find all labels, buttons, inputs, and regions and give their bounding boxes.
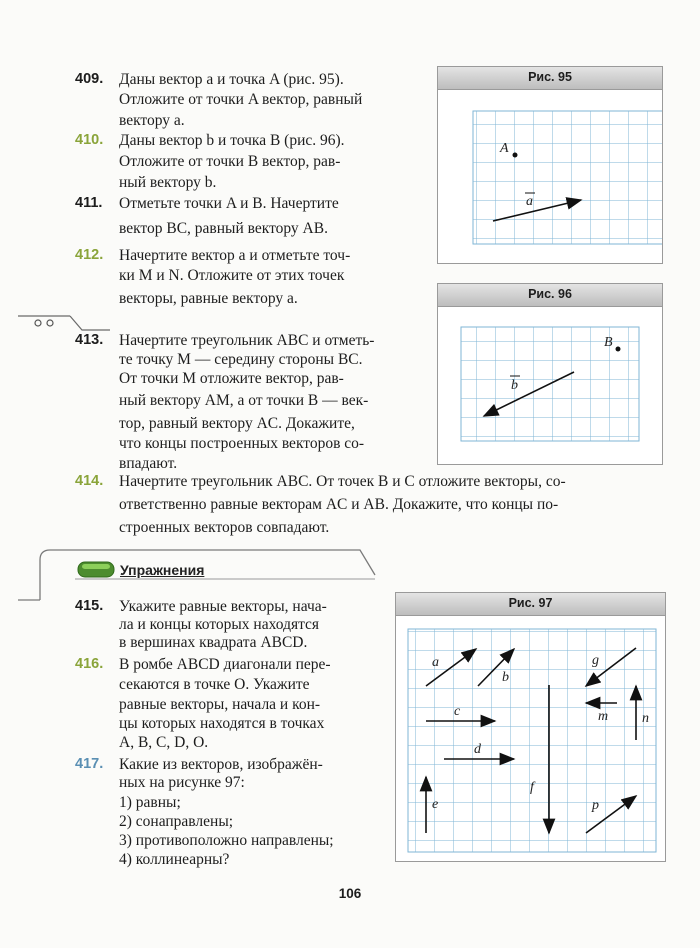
problem-413-line: что концы построенных векторов со- <box>119 435 365 452</box>
problem-416-line: В ромбе ABCD диагонали пере- <box>119 656 331 673</box>
figure-96 <box>437 283 663 465</box>
problem-413-line: впадают. <box>119 455 178 472</box>
problem-417-line: 2) сонаправлены; <box>119 813 234 830</box>
problem-417-line: ных на рисунке 97: <box>119 774 245 791</box>
label-vector-b: b <box>502 670 509 685</box>
point-a <box>513 153 518 158</box>
problem-number-417: 417. <box>75 756 104 772</box>
figure-97-drawing <box>396 593 665 861</box>
label-vector-p: p <box>592 798 599 813</box>
problem-413-line: те точку M — середину стороны BC. <box>119 351 363 368</box>
label-vector-a: a <box>432 655 439 670</box>
problem-410-line: Отложите от точки B вектор, рав- <box>119 153 341 170</box>
problem-number-409: 409. <box>75 71 104 87</box>
figure-96-drawing <box>438 284 662 464</box>
figure-title: Рис. 95 <box>528 70 572 84</box>
problem-410-line: ный вектору b. <box>119 174 217 191</box>
problem-412-line: векторы, равные вектору a. <box>119 290 298 307</box>
problem-409-line: Даны вектор a и точка A (рис. 95). <box>119 71 344 88</box>
problem-number-411: 411. <box>75 195 103 211</box>
problem-409-line: Отложите от точки A вектор, равный <box>119 91 363 108</box>
problem-416-line: равные векторы, начала и кон- <box>119 696 321 713</box>
problem-412-line: Начертите вектор a и отметьте точ- <box>119 247 351 264</box>
figure-title: Рис. 97 <box>508 596 553 610</box>
problem-417-line: 4) коллинеарны? <box>119 851 230 868</box>
figure-title: Рис. 96 <box>528 287 572 301</box>
problem-414-line: ответственно равные векторам AC и AB. Докажите, что концы по- <box>119 496 559 513</box>
problem-417-line: 3) противоположно направлены; <box>119 832 334 849</box>
problem-415-line: ла и концы которых находятся <box>119 616 320 633</box>
grid <box>408 629 656 852</box>
label-point-b: B <box>604 335 613 350</box>
figure-95-drawing <box>438 67 662 263</box>
problem-411-line: вектор BC, равный вектору AB. <box>119 220 328 237</box>
problem-417-line: 1) равны; <box>119 794 181 811</box>
section-title: Упражнения <box>120 562 205 578</box>
problem-414-line: строенных векторов совпадают. <box>119 519 330 536</box>
label-vector-c: c <box>454 704 461 719</box>
problem-416-line: секаются в точке O. Укажите <box>119 676 310 693</box>
label-vector-f: f <box>530 780 534 795</box>
grid <box>473 111 662 244</box>
label-vector-d: d <box>474 742 481 757</box>
problem-409-line: вектору a. <box>119 112 185 129</box>
problem-416-line: цы которых находятся в точках <box>119 715 325 732</box>
problem-413-line: От точки M отложите вектор, рав- <box>119 370 344 387</box>
problem-number-410: 410. <box>75 132 104 148</box>
problem-417-line: Какие из векторов, изображён- <box>119 756 323 773</box>
point-b <box>616 347 621 352</box>
problem-413-line: Начертите треугольник ABC и отметь- <box>119 332 375 349</box>
problem-413-line: ный вектору AM, а от точки B — век- <box>119 392 369 409</box>
figure-95 <box>437 66 663 264</box>
problem-415-line: Укажите равные векторы, нача- <box>119 598 327 615</box>
problem-414-line: Начертите треугольник ABC. От точек B и C отложите векторы, со- <box>119 473 566 490</box>
margin-marker <box>18 316 110 330</box>
page-number: 106 <box>338 886 362 901</box>
label-vector-e: e <box>432 797 439 812</box>
problem-415-line: в вершинах квадрата ABCD. <box>119 634 308 651</box>
figure-97 <box>395 592 666 862</box>
problem-number-413: 413. <box>75 332 104 348</box>
label-vector-g: g <box>592 653 599 668</box>
problem-410-line: Даны вектор b и точка B (рис. 96). <box>119 132 345 149</box>
problem-412-line: ки M и N. Отложите от этих точек <box>119 267 345 284</box>
problem-413-line: тор, равный вектору AC. Докажите, <box>119 415 355 432</box>
problem-number-416: 416. <box>75 656 104 672</box>
label-vector-a: a <box>526 194 533 209</box>
label-vector-b: b <box>511 378 518 393</box>
label-point-a: A <box>500 141 509 156</box>
problem-number-414: 414. <box>75 473 104 489</box>
problem-416-line: A, B, C, D, O. <box>119 734 209 751</box>
label-vector-n: n <box>642 711 649 726</box>
problem-number-412: 412. <box>75 247 104 263</box>
label-vector-m: m <box>598 709 609 724</box>
problem-number-415: 415. <box>75 598 104 614</box>
problem-411-line: Отметьте точки A и B. Начертите <box>119 195 339 212</box>
